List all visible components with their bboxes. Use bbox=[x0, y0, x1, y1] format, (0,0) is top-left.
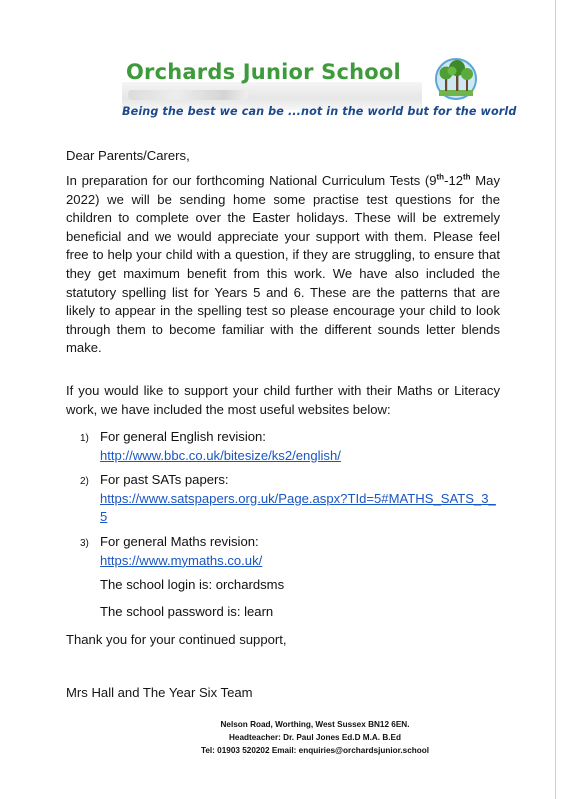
list-label: For general English revision: bbox=[100, 429, 266, 444]
salutation: Dear Parents/Carers, bbox=[66, 148, 190, 163]
intro-paragraph bbox=[66, 172, 500, 358]
mymaths-link[interactable]: https://www.mymaths.co.uk/ bbox=[100, 552, 263, 568]
intro-text-b: -12 bbox=[444, 173, 464, 188]
closing-line: Thank you for your continued support, bbox=[66, 632, 287, 647]
trees-logo-icon bbox=[422, 58, 480, 104]
intro-text-a: In preparation for our forthcoming National Curriculum Tests (9 bbox=[66, 173, 437, 188]
list-label: For general Maths revision: bbox=[100, 533, 259, 549]
satspapers-link[interactable]: https://www.satspapers.org.uk/Page.aspx?TId=5#MATHS_SATS_3_5 bbox=[100, 490, 496, 525]
intro-text-c: May 2022) we will be sending home some practise test questions for the children to complete over the Easter holidays. These will be extremely beneficial and we would appreciate your support with them. Please feel free to help your child with a question, if they are struggling, to ensure that they get maximum benefit from this work. We have also included the statutory spelling list for Years 5 and 6. These are the patterns that are likely to appear in the spelling test so please encourage your child to look through them to become familiar with the different sounds letter blends make. bbox=[66, 173, 500, 356]
signature: Mrs Hall and The Year Six Team bbox=[66, 685, 253, 700]
footer bbox=[150, 718, 480, 757]
list-label: For past SATs papers: bbox=[100, 472, 229, 488]
list-item bbox=[66, 533, 506, 570]
footer-address: Nelson Road, Worthing, West Sussex BN12 6EN. bbox=[220, 720, 410, 729]
list-number: 1) bbox=[80, 433, 89, 444]
school-tagline: Being the best we can be ...not in the world but for the world bbox=[122, 105, 517, 118]
list-item bbox=[66, 428, 506, 465]
list-number: 3) bbox=[80, 537, 89, 549]
footer-contact: Tel: 01903 520202 Email: enquiries@orchardsjunior.school bbox=[200, 746, 430, 755]
list-item bbox=[66, 471, 506, 527]
ordinal-suffix: th bbox=[436, 172, 445, 182]
school-login: The school login is: orchardsms bbox=[100, 577, 285, 592]
list-number: 2) bbox=[80, 476, 89, 488]
school-name: Orchards Junior School bbox=[126, 60, 401, 84]
school-password: The school password is: learn bbox=[100, 604, 274, 619]
bbc-link[interactable]: http://www.bbc.co.uk/bitesize/ks2/english/ bbox=[100, 447, 341, 463]
ordinal-suffix: th bbox=[463, 172, 471, 182]
websites-list bbox=[66, 428, 506, 576]
footer-headteacher: Headteacher: Dr. Paul Jones Ed.D M.A. B.Ed bbox=[229, 733, 401, 742]
letterhead bbox=[122, 58, 517, 122]
websites-paragraph: If you would like to support your child further with their Maths or Literacy work, we have included the most useful websites below: bbox=[66, 383, 500, 417]
